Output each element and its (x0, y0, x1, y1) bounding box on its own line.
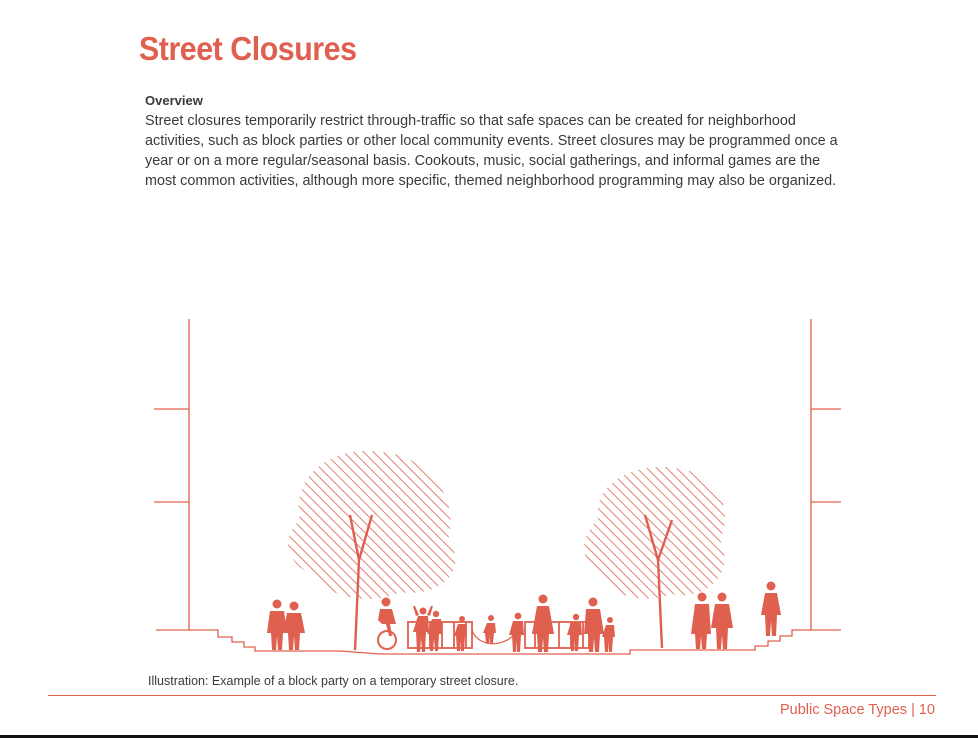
right-building (811, 319, 841, 630)
street-closure-illustration (0, 300, 978, 670)
child (509, 613, 524, 652)
person (711, 593, 733, 650)
overview-heading: Overview (145, 93, 203, 108)
child (567, 614, 582, 651)
illustration-caption: Illustration: Example of a block party on a temporary street closure. (148, 674, 519, 688)
overview-text: Street closures temporarily restrict through-traffic so that safe spaces can be created for neighborhood activities, such as block parties or other local community events. Street closures may be programmed once a year or on a more regular/seasonal basis. Cookouts, music, social gatherings, and informal games are the most common activities, although more specific, themed neighborhood programming may also be organized. (145, 113, 838, 189)
left-tree (288, 451, 455, 650)
child (602, 617, 615, 652)
person (267, 600, 287, 651)
left-building (154, 319, 189, 630)
footer-page-label: Public Space Types | 10 (779, 702, 935, 718)
footer-divider (48, 695, 936, 696)
cyclist (378, 598, 396, 650)
person (691, 593, 711, 650)
person (761, 582, 781, 637)
page-title: Street Closures (139, 30, 357, 67)
person (584, 598, 604, 653)
person (283, 602, 305, 651)
child (483, 615, 496, 643)
